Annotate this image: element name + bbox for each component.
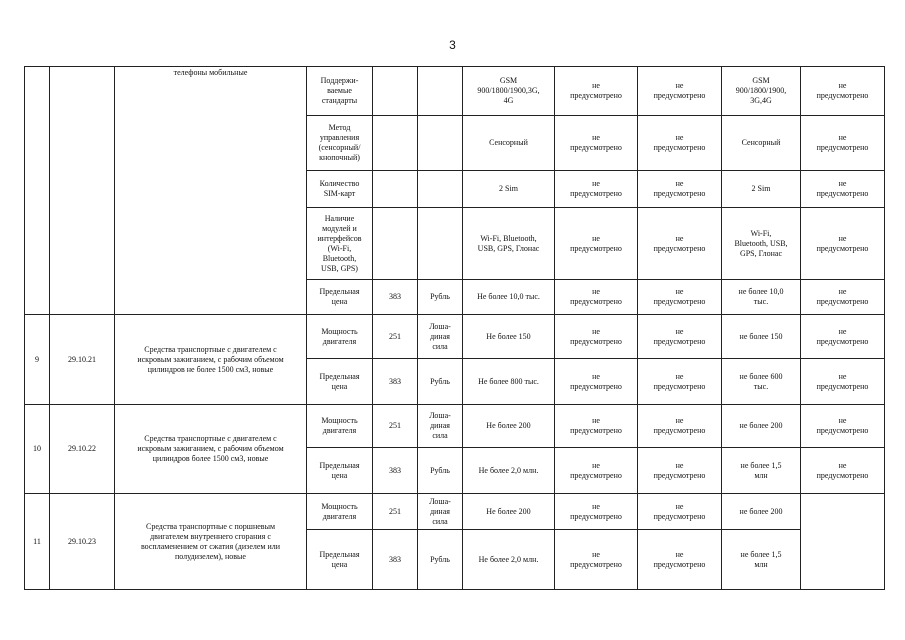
value-cell: не предусмотрено [555,448,638,494]
okei-code-cell: 251 [373,315,418,359]
value-cell: не предусмотрено [555,280,638,315]
value-cell: не более 150 [722,315,801,359]
value-cell: не предусмотрено [801,116,885,171]
value-cell: 2 Sim [463,171,555,208]
value-cell: Wi-Fi, Bluetooth, USB, GPS, Глонас [463,208,555,280]
product-name-cell: Средства транспортные с двигателем с искровым зажиганием, с рабочим объемом цилиндров более 1500 см3, новые [115,405,307,494]
value-cell: GSM 900/1800/1900, 3G,4G [722,67,801,116]
empty-cell [801,494,885,590]
value-cell: не предусмотрено [638,530,722,590]
characteristic-cell: Мощность двигателя [307,405,373,448]
okei-code-cell [373,171,418,208]
characteristics-table [24,66,885,590]
value-cell: не предусмотрено [638,208,722,280]
value-cell: не предусмотрено [801,359,885,405]
okpd-code-cell: 29.10.21 [50,315,115,405]
value-cell: не предусмотрено [638,315,722,359]
value-cell: не предусмотрено [555,359,638,405]
unit-cell [418,171,463,208]
okei-code-cell: 251 [373,494,418,530]
value-cell: не предусмотрено [801,315,885,359]
okei-code-cell: 383 [373,280,418,315]
unit-cell: Лоша- диная сила [418,494,463,530]
value-cell: не предусмотрено [801,67,885,116]
value-cell: не более 600 тыс. [722,359,801,405]
value-cell: не предусмотрено [555,171,638,208]
row-number-cell: 10 [25,405,50,494]
product-name-cell: Средства транспортные с двигателем с искровым зажиганием, с рабочим объемом цилиндров не более 1500 см3, новые [115,315,307,405]
unit-cell: Рубль [418,530,463,590]
row-number-cell: 11 [25,494,50,590]
value-cell: Не более 200 [463,494,555,530]
value-cell: Не более 2,0 млн. [463,530,555,590]
okpd-code-cell [50,67,115,315]
value-cell: не более 200 [722,494,801,530]
characteristic-cell: Предельная цена [307,359,373,405]
value-cell: не предусмотрено [555,530,638,590]
row-number-cell [25,67,50,315]
value-cell: Сенсорный [722,116,801,171]
unit-cell: Рубль [418,359,463,405]
value-cell: Не более 150 [463,315,555,359]
value-cell: не предусмотрено [801,208,885,280]
value-cell: не предусмотрено [638,280,722,315]
product-name-cell: Средства транспортные с поршневым двигателем внутреннего сгорания с воспламенением от сжатия (дизелем или полудизелем), новые [115,494,307,590]
value-cell: не более 10,0 тыс. [722,280,801,315]
characteristic-cell: Мощность двигателя [307,315,373,359]
value-cell: не предусмотрено [555,405,638,448]
value-cell: не предусмотрено [638,494,722,530]
value-cell: не предусмотрено [801,280,885,315]
table-row [25,494,885,530]
characteristic-cell: Мощность двигателя [307,494,373,530]
value-cell: не предусмотрено [555,67,638,116]
okei-code-cell: 383 [373,359,418,405]
value-cell: не более 1,5 млн [722,448,801,494]
value-cell: не предусмотрено [801,405,885,448]
value-cell: не предусмотрено [555,494,638,530]
table-row [25,315,885,359]
value-cell: GSM 900/1800/1900,3G, 4G [463,67,555,116]
characteristic-cell: Метод управления (сенсорный/ кнопочный) [307,116,373,171]
value-cell: не предусмотрено [638,359,722,405]
characteristic-cell: Предельная цена [307,280,373,315]
page-number: 3 [449,38,456,52]
unit-cell [418,208,463,280]
table-row [25,405,885,448]
value-cell: не предусмотрено [638,171,722,208]
value-cell: не предусмотрено [638,405,722,448]
value-cell: Не более 800 тыс. [463,359,555,405]
okei-code-cell: 251 [373,405,418,448]
row-number-cell: 9 [25,315,50,405]
okei-code-cell [373,116,418,171]
value-cell: не предусмотрено [555,315,638,359]
okei-code-cell [373,67,418,116]
value-cell: не предусмотрено [638,116,722,171]
table-row [25,67,885,116]
value-cell: 2 Sim [722,171,801,208]
value-cell: не предусмотрено [555,116,638,171]
characteristic-cell: Поддержи- ваемые стандарты [307,67,373,116]
okei-code-cell [373,208,418,280]
value-cell: не предусмотрено [801,171,885,208]
value-cell: не предусмотрено [638,67,722,116]
product-name-cell: телефоны мобильные [115,67,307,315]
value-cell: Не более 2,0 млн. [463,448,555,494]
unit-cell: Рубль [418,448,463,494]
characteristic-cell: Наличие модулей и интерфейсов (Wi-Fi, Bluetooth, USB, GPS) [307,208,373,280]
unit-cell [418,116,463,171]
value-cell: Не более 10,0 тыс. [463,280,555,315]
unit-cell: Лоша- диная сила [418,315,463,359]
value-cell: Не более 200 [463,405,555,448]
okpd-code-cell: 29.10.23 [50,494,115,590]
value-cell: не более 1,5 млн [722,530,801,590]
unit-cell: Лоша- диная сила [418,405,463,448]
value-cell: не предусмотрено [555,208,638,280]
okpd-code-cell: 29.10.22 [50,405,115,494]
okei-code-cell: 383 [373,448,418,494]
value-cell: не более 200 [722,405,801,448]
value-cell: не предусмотрено [801,448,885,494]
value-cell: Wi-Fi, Bluetooth, USB, GPS, Глонас [722,208,801,280]
value-cell: Сенсорный [463,116,555,171]
value-cell: не предусмотрено [638,448,722,494]
okei-code-cell: 383 [373,530,418,590]
characteristic-cell: Предельная цена [307,448,373,494]
unit-cell: Рубль [418,280,463,315]
characteristic-cell: Предельная цена [307,530,373,590]
characteristic-cell: Количество SIM-карт [307,171,373,208]
unit-cell [418,67,463,116]
